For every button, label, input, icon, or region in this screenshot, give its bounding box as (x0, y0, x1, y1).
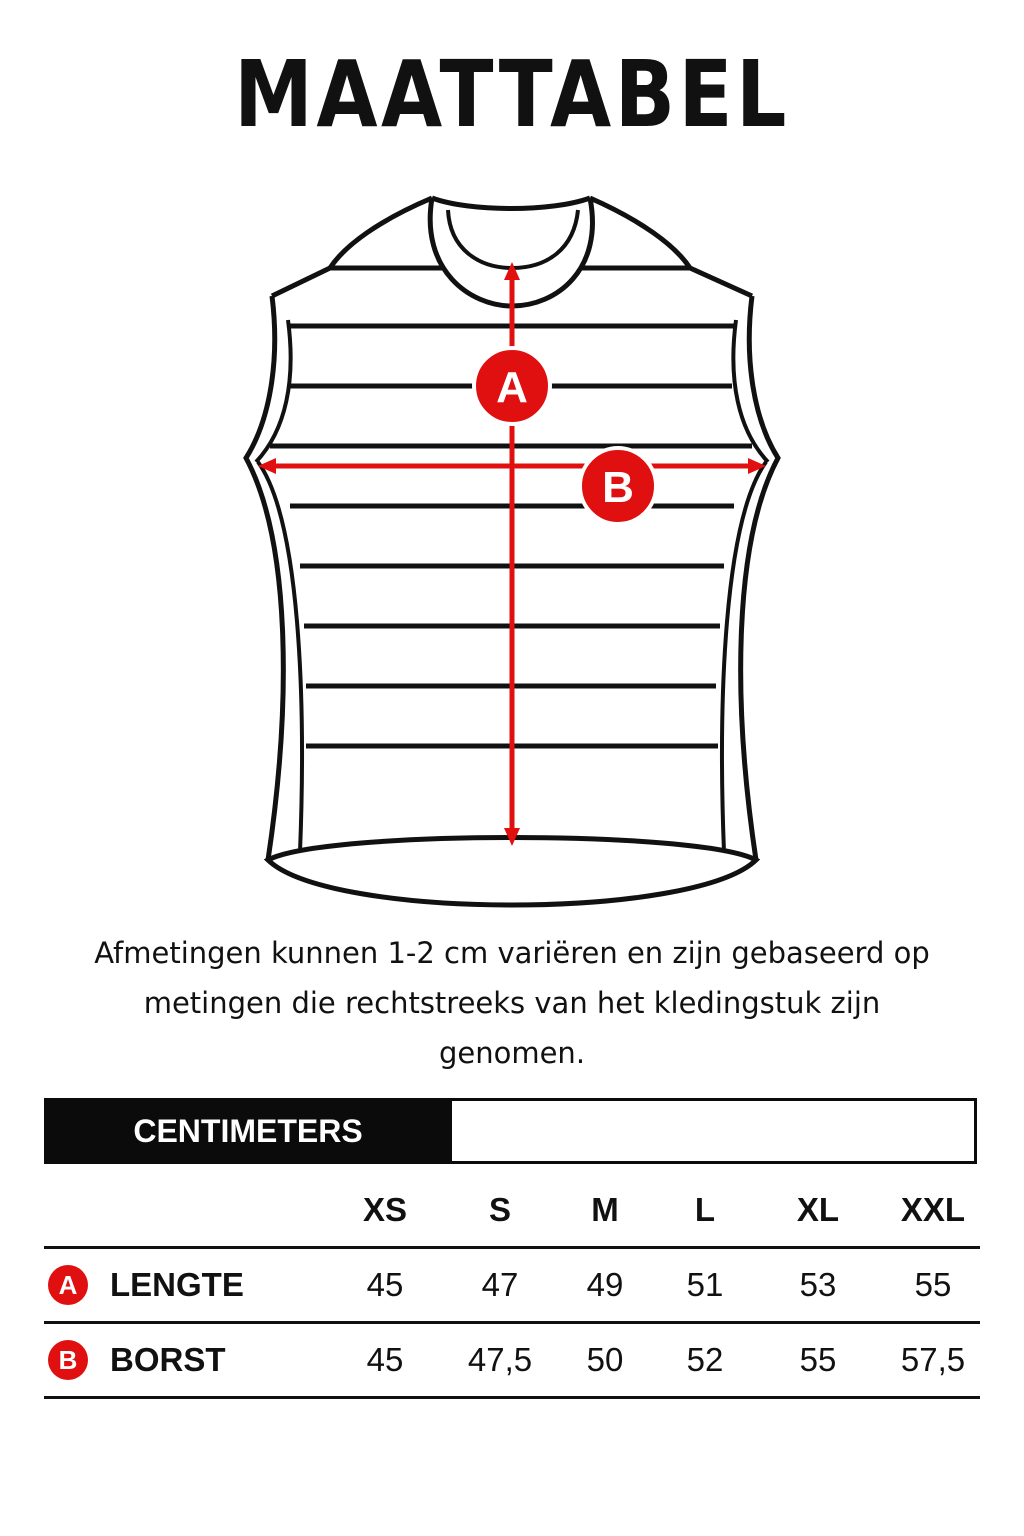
table-cell: 45 (366, 1341, 404, 1378)
unit-label: CENTIMETERS (44, 1098, 452, 1164)
marker-b-label: B (602, 463, 634, 512)
vest-panel-right (722, 462, 766, 852)
table-cell: 50 (586, 1341, 624, 1378)
size-header: S (488, 1191, 511, 1228)
size-header: M (591, 1191, 619, 1228)
unit-header (44, 1098, 980, 1164)
row-label: LENGTE (110, 1266, 244, 1303)
table-cell: 52 (686, 1341, 724, 1378)
table-cell: 55 (914, 1266, 952, 1303)
size-header-row (44, 1170, 980, 1249)
unit-header-blank (452, 1098, 977, 1164)
size-header: XS (362, 1191, 408, 1228)
vest-side-left (246, 296, 283, 860)
table-cell: 49 (586, 1266, 624, 1303)
table-cell: 47,5 (467, 1341, 533, 1378)
vest-collar-outer-right (590, 198, 690, 268)
table-cell: 45 (366, 1266, 404, 1303)
size-header: XXL (900, 1191, 966, 1228)
marker-a (474, 348, 550, 424)
vest-shoulder-left (272, 268, 330, 296)
page-title: MAATTABEL (234, 41, 790, 148)
table-cell: 47 (481, 1266, 519, 1303)
table-row-length (44, 1249, 980, 1324)
row-label: BORST (110, 1341, 226, 1378)
measurement-note: Afmetingen kunnen 1-2 cm variëren en zijn gebaseerd op metingen die rechtstreeks van het kledingstuk zijn genomen. (94, 936, 930, 1070)
vest-panel-left (258, 462, 302, 852)
table-cell: 57,5 (900, 1341, 966, 1378)
size-header: L (694, 1191, 716, 1228)
marker-b (580, 448, 656, 524)
table-cell: 55 (799, 1341, 837, 1378)
table-row-chest (44, 1324, 980, 1399)
vest-collar-top (432, 198, 590, 209)
size-header: XL (796, 1191, 840, 1228)
vest-hem (268, 838, 756, 906)
vest-collar-outer (330, 198, 432, 268)
vest-neck-opening (448, 210, 578, 268)
row-marker-b: B (48, 1340, 88, 1380)
row-marker-a: A (48, 1265, 88, 1305)
table-cell: 51 (686, 1266, 724, 1303)
marker-a-label: A (496, 363, 528, 412)
table-cell: 53 (799, 1266, 837, 1303)
vest-diagram (0, 180, 1024, 920)
vest-shoulder-right (690, 268, 752, 296)
vest-side-right (741, 296, 778, 860)
size-table (44, 1170, 980, 1399)
